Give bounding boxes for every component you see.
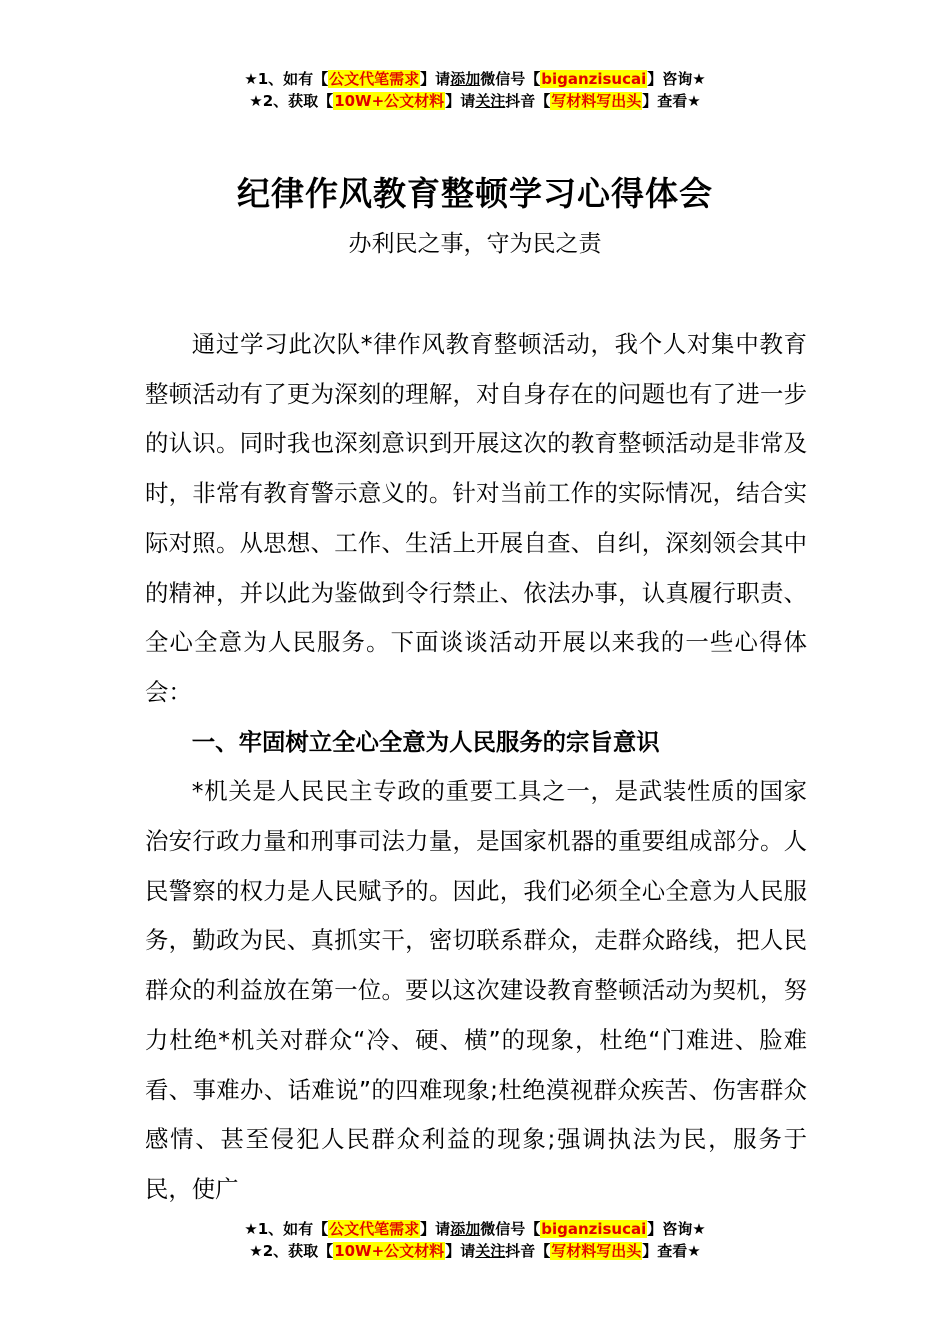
- banner-line-2: [0, 90, 950, 112]
- banner-text: 】咨询★: [647, 70, 706, 88]
- banner-text: 】咨询★: [647, 1220, 706, 1238]
- highlight-materials: 10W+公文材料: [334, 1242, 445, 1260]
- underline-follow: 关注: [475, 1242, 506, 1260]
- banner-text: 抖音【: [505, 92, 551, 110]
- highlight-douyin: 写材料写出头: [551, 1242, 642, 1260]
- underline-follow: 关注: [475, 92, 506, 110]
- highlight-douyin: 写材料写出头: [551, 92, 642, 110]
- underline-add: 添加: [450, 70, 481, 88]
- banner-text: 】请: [420, 70, 451, 88]
- document-title: 纪律作风教育整顿学习心得体会: [237, 174, 713, 213]
- section-heading-1: 一、牢固树立全心全意为人民服务的宗旨意识: [191, 727, 660, 756]
- banner-text: ★1、如有【: [244, 1220, 329, 1238]
- banner-text: 】请: [445, 1242, 476, 1260]
- highlight-materials: 10W+公文材料: [334, 92, 445, 110]
- document-subtitle: 办利民之事，守为民之责: [348, 231, 602, 257]
- underline-add: 添加: [450, 1220, 481, 1238]
- banner-text: 】请: [445, 92, 476, 110]
- banner-text: ★2、获取【: [249, 1242, 334, 1260]
- header-banner: [0, 68, 950, 112]
- highlight-wechat-id: biganzisucai: [541, 70, 647, 88]
- banner-text: ★1、如有【: [244, 70, 329, 88]
- document-body: [145, 320, 807, 1215]
- highlight-service: 公文代笔需求: [329, 70, 420, 88]
- highlight-service: 公文代笔需求: [329, 1220, 420, 1238]
- banner-line-2: [0, 1240, 950, 1262]
- banner-text: 】查看★: [642, 92, 701, 110]
- paragraph-section-1: *机关是人民民主专政的重要工具之一，是武装性质的国家治安行政力量和刑事司法力量，是国家机器的重要组成部分。人民警察的权力是人民赋予的。因此，我们必须全心全意为人民服务，勤政为民、真抓实干，密切联系群众，走群众路线，把人民群众的利益放在第一位。要以这次建设教育整顿活动为契机，努力杜绝*机关对群众“冷、硬、横”的现象，杜绝“门难进、脸难看、事难办、话难说”的四难现象;杜绝漠视群众疾苦、伤害群众感情、甚至侵犯人民群众利益的现象;强调执法为民，服务于民，使广: [145, 777, 807, 1203]
- banner-line-1: [0, 68, 950, 90]
- banner-text: 】请: [420, 1220, 451, 1238]
- highlight-wechat-id: biganzisucai: [541, 1220, 647, 1238]
- footer-banner: [0, 1218, 950, 1262]
- banner-line-1: [0, 1218, 950, 1240]
- banner-text: 微信号【: [480, 70, 541, 88]
- banner-text: ★2、获取【: [249, 92, 334, 110]
- banner-text: 】查看★: [642, 1242, 701, 1260]
- banner-text: 微信号【: [480, 1220, 541, 1238]
- paragraph-intro: 通过学习此次队*律作风教育整顿活动，我个人对集中教育整顿活动有了更为深刻的理解，对自身存在的问题也有了进一步的认识。同时我也深刻意识到开展这次的教育整顿活动是非常及时，非常有教育警示意义的。针对当前工作的实际情况，结合实际对照。从思想、工作、生活上开展自查、自纠，深刻领会其中的精神，并以此为鉴做到令行禁止、依法办事，认真履行职责、全心全意为人民服务。下面谈谈活动开展以来我的一些心得体会：: [145, 330, 807, 706]
- banner-text: 抖音【: [505, 1242, 551, 1260]
